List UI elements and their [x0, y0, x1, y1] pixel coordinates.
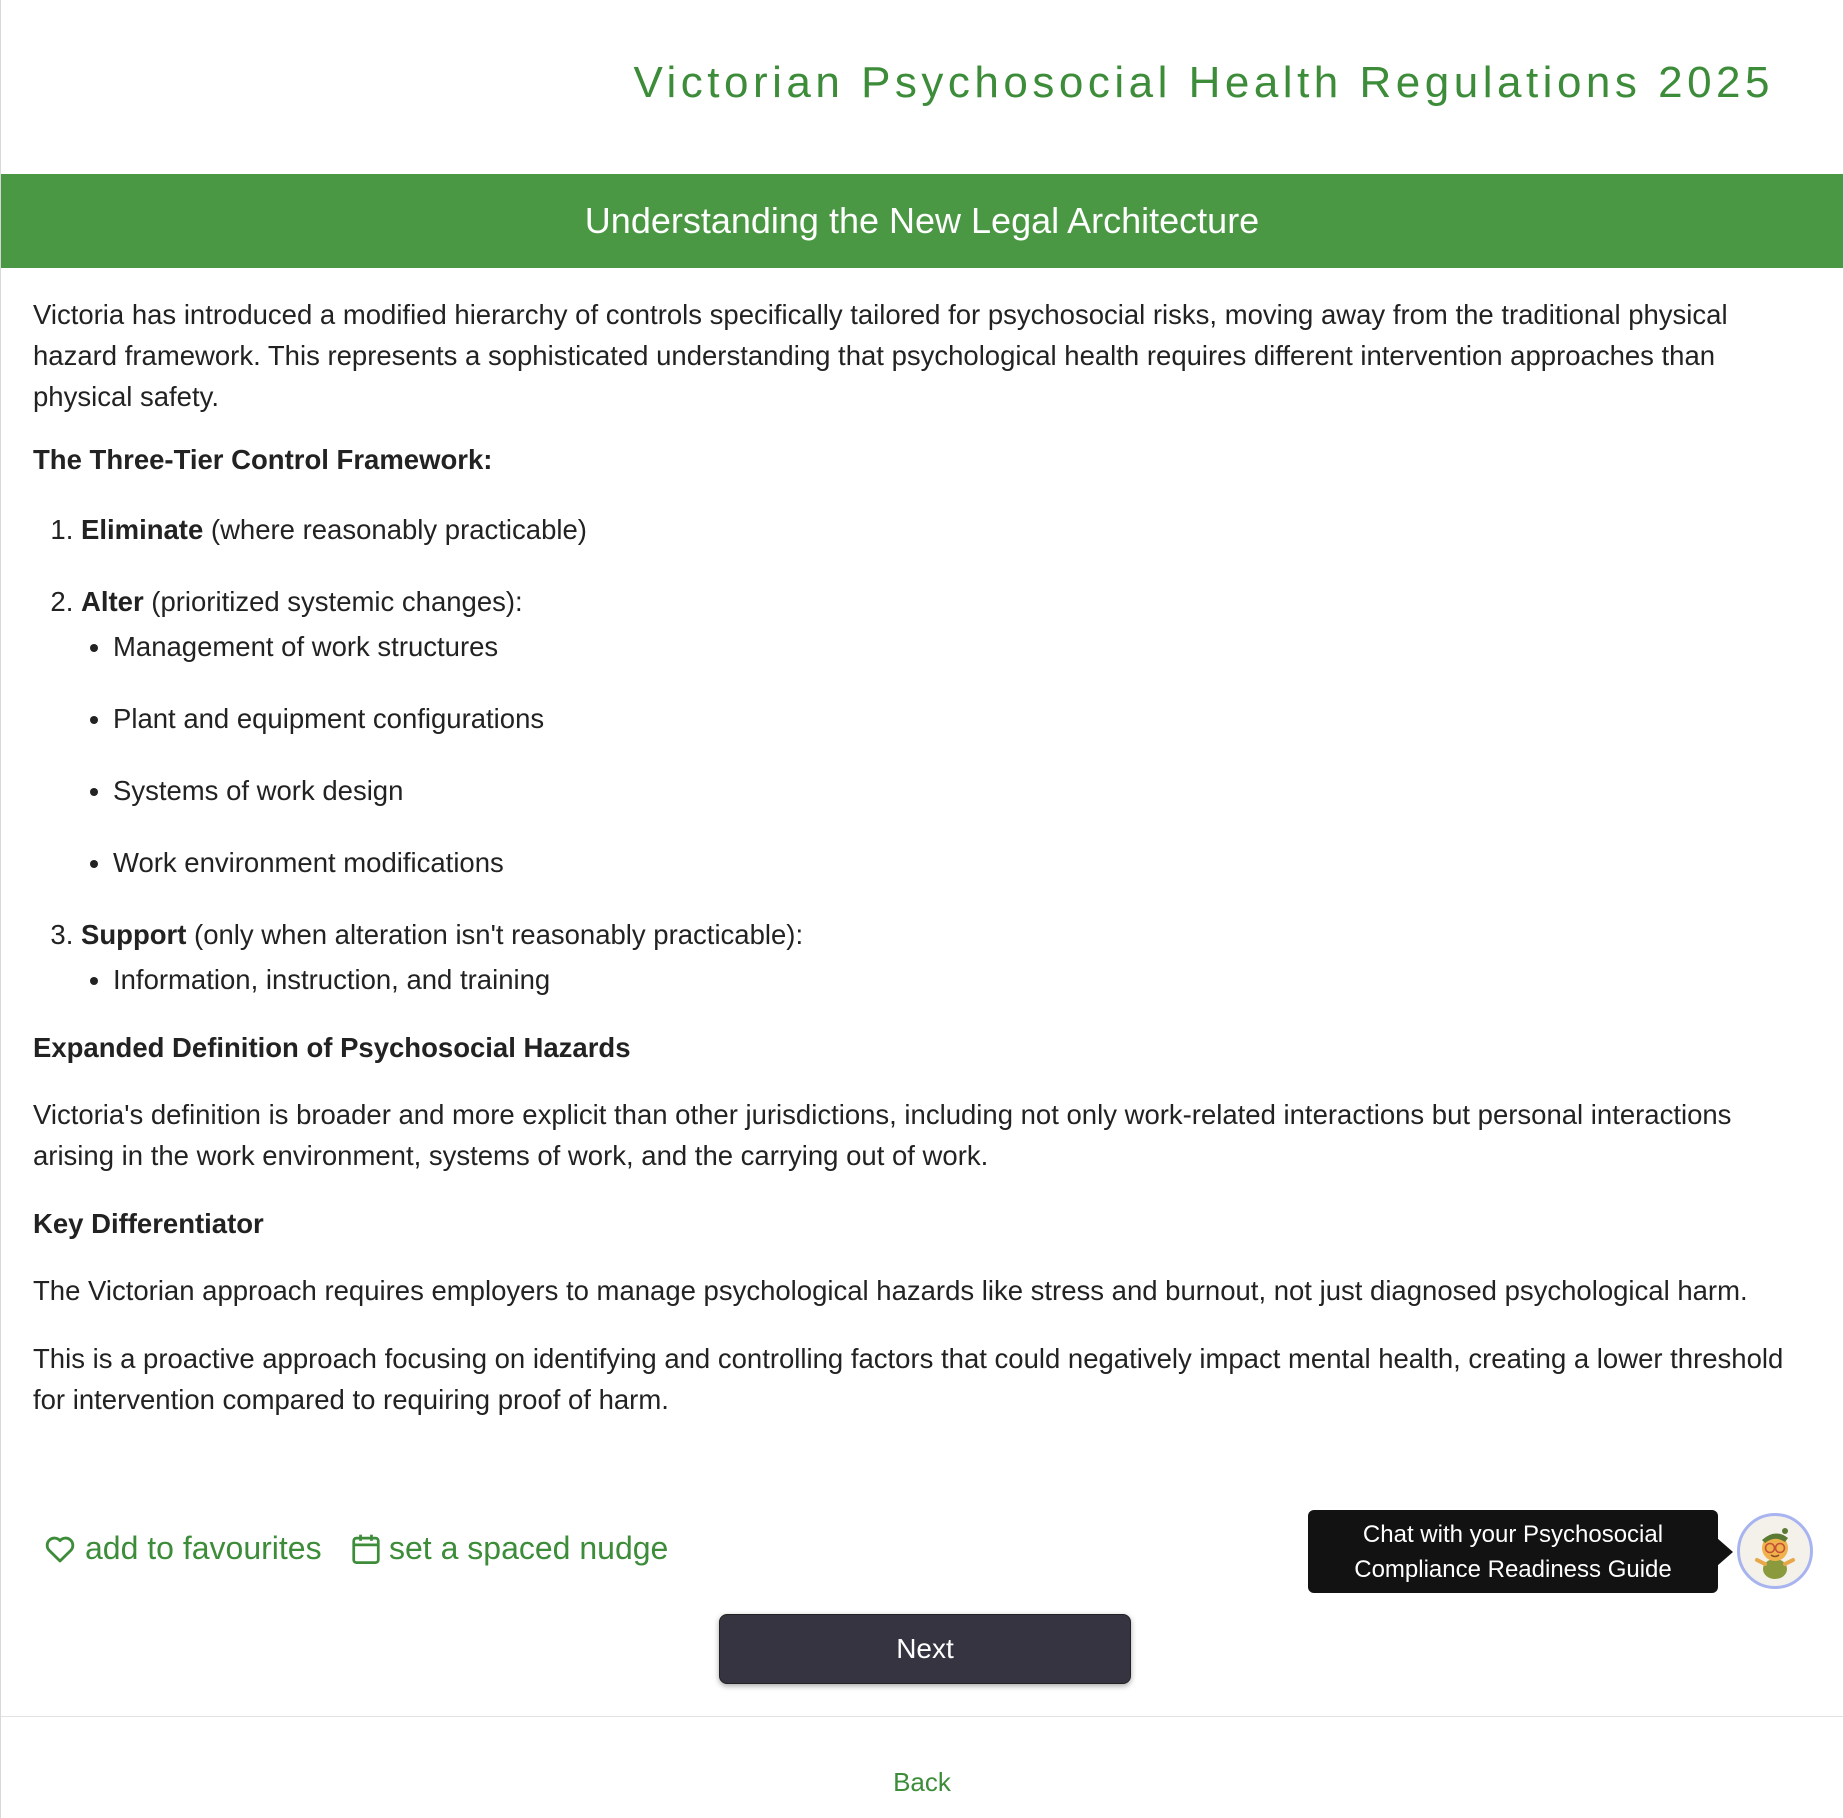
- tier-detail: (only when alteration isn't reasonably practicable):: [186, 919, 804, 950]
- set-spaced-nudge-link[interactable]: [351, 1530, 668, 1567]
- chat-guide-avatar[interactable]: [1737, 1513, 1813, 1589]
- calendar-icon: [351, 1532, 381, 1566]
- key-differentiator-heading: Key Differentiator: [33, 1208, 264, 1239]
- list-item: • Work environment modifications: [113, 842, 1811, 883]
- footer: [1, 1716, 1843, 1818]
- lesson-content: [1, 268, 1843, 1420]
- nudge-label: set a spaced nudge: [389, 1530, 669, 1566]
- tier-item-alter: [81, 581, 1811, 883]
- chat-line-2: Compliance Readiness Guide: [1354, 1555, 1672, 1583]
- list-item: • Systems of work design: [113, 770, 1811, 811]
- list-item: • Plant and equipment configurations: [113, 698, 1811, 739]
- chat-line-1: Chat with your Psychosocial: [1362, 1520, 1664, 1548]
- list-item: • Information, instruction, and training: [113, 959, 1811, 1000]
- list-item: • Management of work structures: [113, 626, 1811, 667]
- chat-guide-tooltip[interactable]: [1308, 1510, 1718, 1593]
- support-sublist: [81, 959, 1811, 1000]
- section-banner: [1, 174, 1843, 268]
- tier-name: Alter: [81, 586, 144, 617]
- tier-name: Eliminate: [81, 514, 204, 545]
- key-differentiator-paragraph-2: This is a proactive approach focusing on identifying and controlling factors that could negatively impact mental health, creating a lower threshold for intervention compared to requiring proof of harm.: [33, 1343, 1784, 1415]
- heart-icon: [43, 1532, 77, 1566]
- app-title: Victorian Psychosocial Health Regulations 2025: [633, 58, 1774, 107]
- alter-sublist: [81, 626, 1811, 883]
- action-bar: [1, 1510, 1843, 1598]
- tier-item-support: [81, 914, 1811, 1000]
- key-differentiator-paragraph-1: The Victorian approach requires employers to manage psychological hazards like stress and burnout, not just diagnosed psychological harm.: [33, 1275, 1748, 1306]
- intro-paragraph: Victoria has introduced a modified hierarchy of controls specifically tailored for psychosocial risks, moving away from the traditional physical hazard framework. This represents a sophisticated understanding that psychological health requires different intervention approaches than physical safety.: [33, 299, 1728, 412]
- tier-item-eliminate: [81, 509, 1811, 550]
- tier-detail: (where reasonably practicable): [203, 514, 587, 545]
- next-button[interactable]: Next: [719, 1614, 1131, 1684]
- app-header: [1, 0, 1843, 174]
- back-link[interactable]: Back: [893, 1767, 951, 1797]
- framework-heading: The Three-Tier Control Framework:: [33, 444, 493, 475]
- section-title: Understanding the New Legal Architecture: [584, 200, 1260, 241]
- tier-list: [33, 509, 1811, 1000]
- hazards-heading: Expanded Definition of Psychosocial Hazards: [33, 1032, 631, 1063]
- favourite-label: add to favourites: [85, 1530, 322, 1566]
- guide-avatar-icon: [1740, 1516, 1810, 1586]
- tier-detail: (prioritized systemic changes):: [143, 586, 523, 617]
- tier-name: Support: [81, 919, 187, 950]
- add-to-favourites-link[interactable]: [43, 1530, 322, 1567]
- hazards-paragraph: Victoria's definition is broader and more explicit than other jurisdictions, including not only work-related interactions but personal interactions arising in the work environment, systems of work, and the carrying out of work.: [33, 1099, 1732, 1171]
